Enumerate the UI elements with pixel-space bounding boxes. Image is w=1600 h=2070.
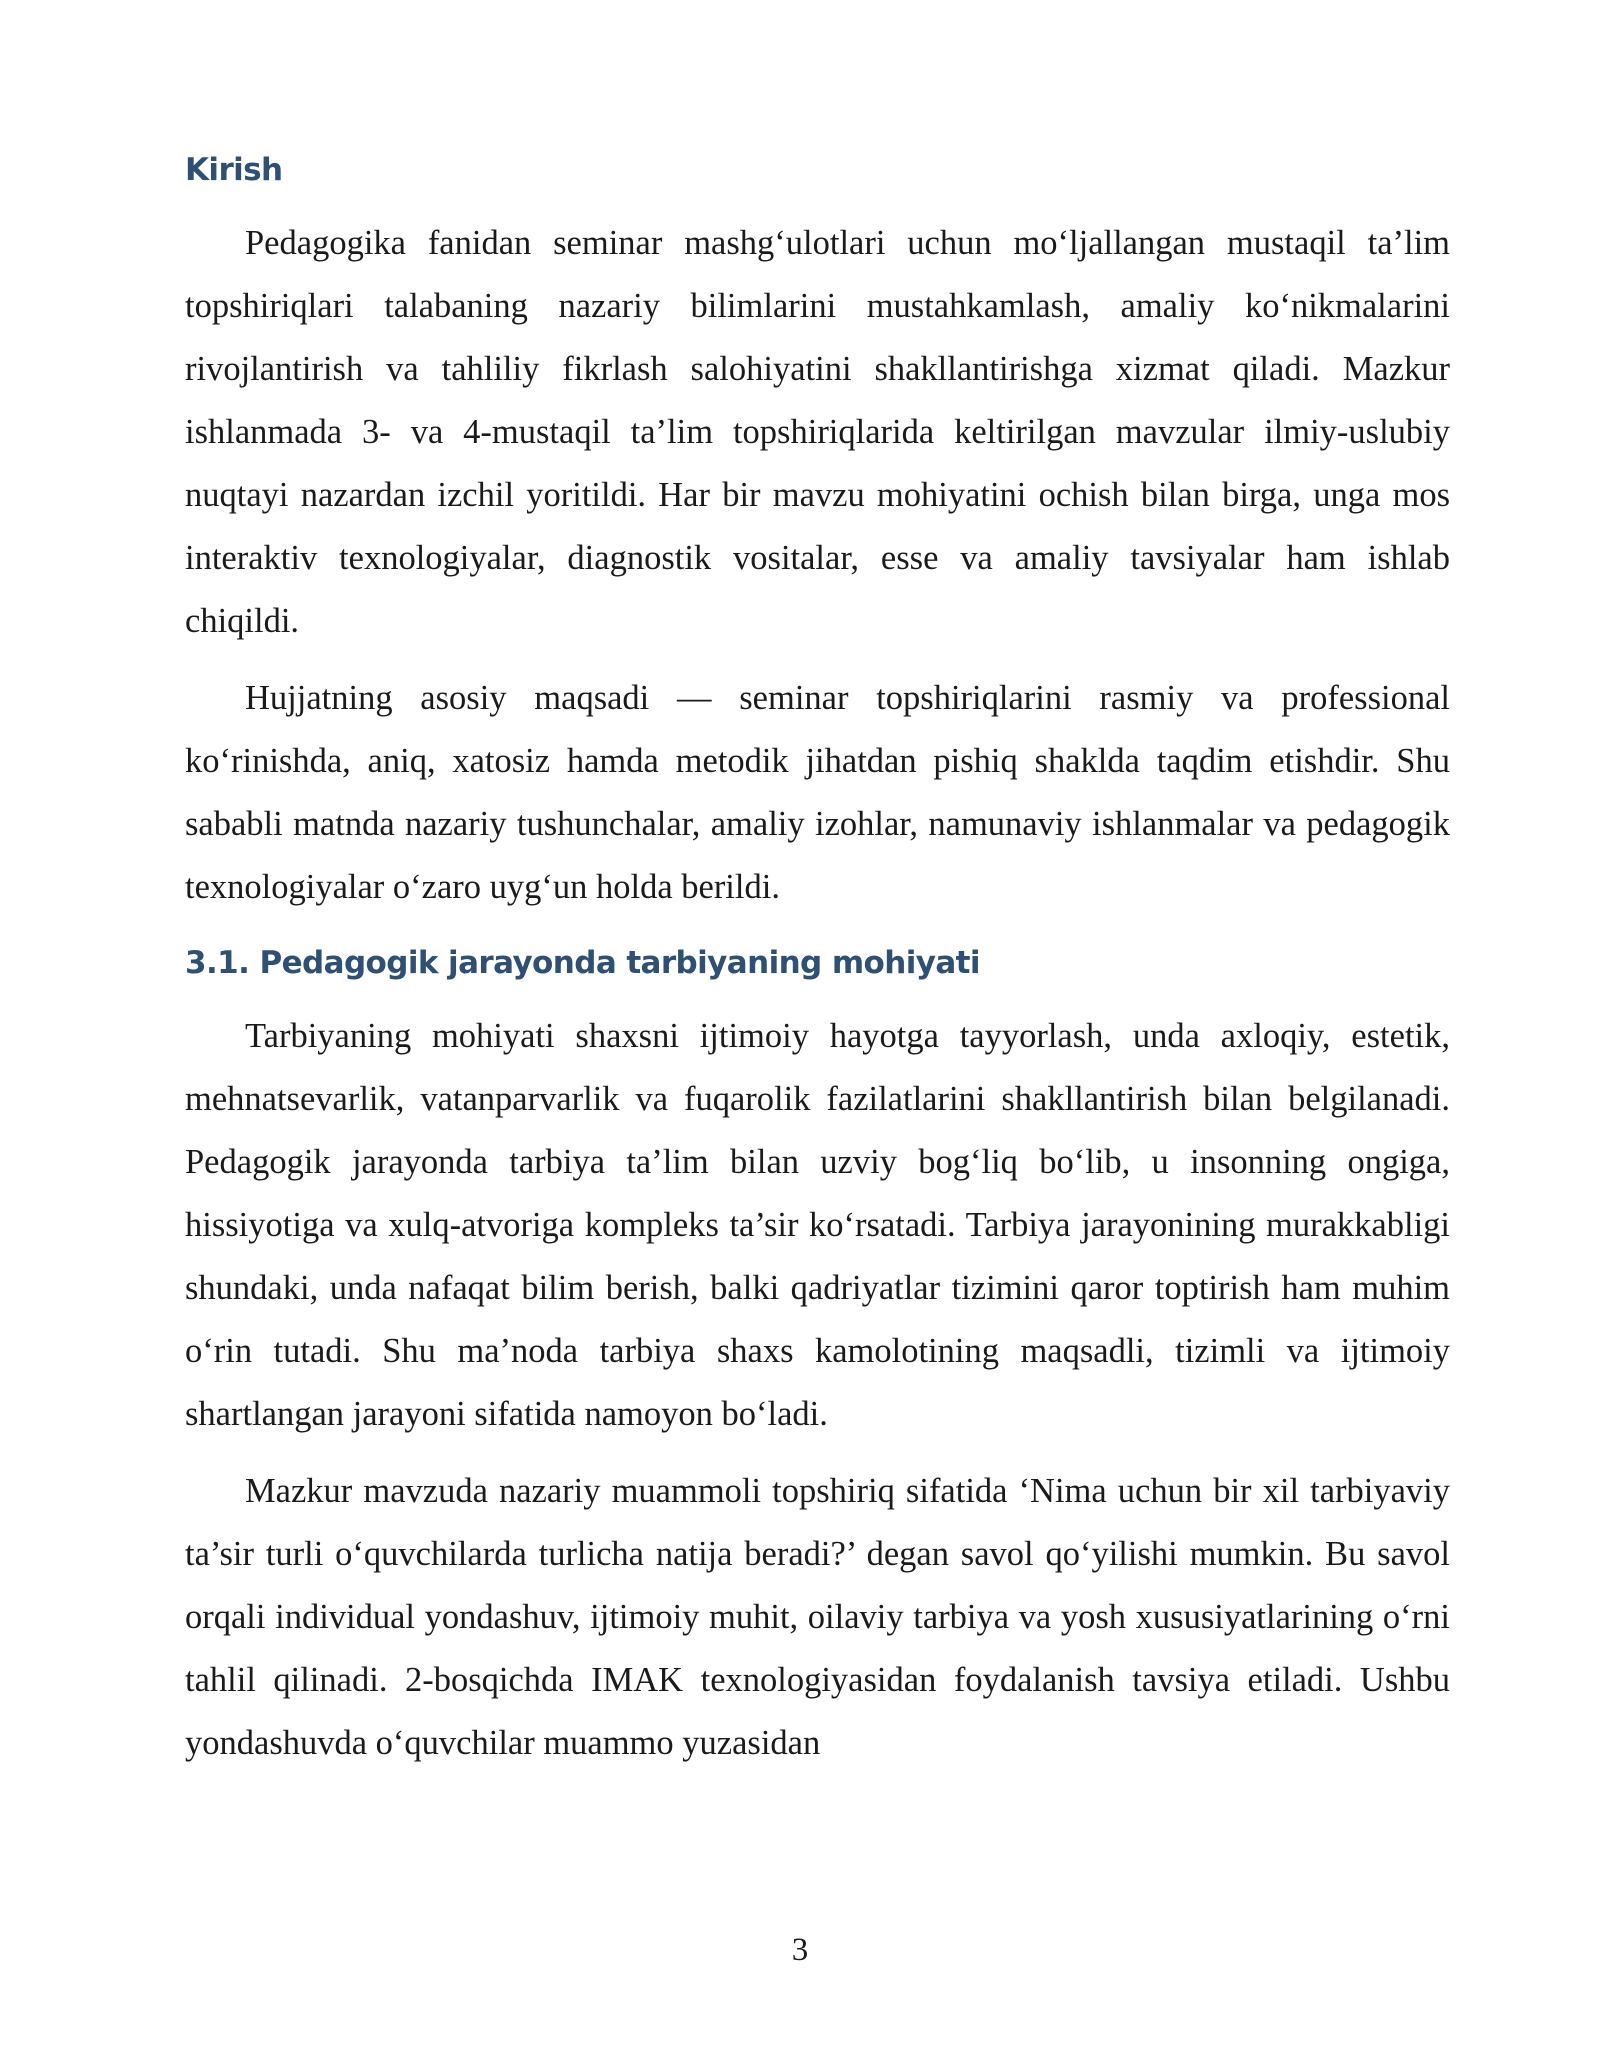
page-content [185,140,1450,1775]
intro-paragraph-2: Hujjatning asosiy maqsadi — seminar topshiriqlarini rasmiy va professional ko‘rinishda, aniq, xatosiz hamda metodik jihatdan pishiq shaklda taqdim etishdir. Shu sababli matnda nazariy tushunchalar, amaliy izohlar, namunaviy ishlanmalar va pedagogik texnologiyalar o‘zaro uyg‘un holda berildi. [185,679,1450,906]
page-number: 3 [791,1932,809,1968]
intro-paragraph-1: Pedagogika fanidan seminar mashg‘ulotlari uchun mo‘ljallangan mustaqil ta’lim topshiriqlari talabaning nazariy bilimlarini mustahkamlash, amaliy ko‘nikmalarini rivojlantirish va tahliliy fikrlash salohiyatini shakllantirishga xizmat qiladi. Mazkur ishlanmada 3- va 4-mustaqil ta’lim topshiriqlarida keltirilgan mavzular ilmiy-uslubiy nuqtayi nazardan izchil yoritildi. Har bir mavzu mohiyatini ochish bilan birga, unga mos interaktiv texnologiyalar, diagnostik vositalar, esse va amaliy tavsiyalar ham ishlab chiqildi. [185,224,1450,640]
heading-section: 3.1. Pedagogik jarayonda tarbiyaning mohiyati [185,945,980,981]
heading-intro: Kirish [185,152,283,188]
section-paragraph-2: Mazkur mavzuda nazariy muammoli topshiriq sifatida ‘Nima uchun bir xil tarbiyaviy ta’sir turli o‘quvchilarda turlicha natija beradi?’ degan savol qo‘yilishi mumkin. Bu savol orqali individual yondashuv, ijtimoiy muhit, oilaviy tarbiya va yosh xususiyatlarining o‘rni tahlil qilinadi. 2-bosqichda IMAK texnologiyasidan foydalanish tavsiya etiladi. Ushbu yondashuvda o‘quvchilar muammo yuzasidan [185,1472,1450,1762]
section-paragraph-1: Tarbiyaning mohiyati shaxsni ijtimoiy hayotga tayyorlash, unda axloqiy, estetik, mehnatsevarlik, vatanparvarlik va fuqarolik fazilatlarini shakllantirish bilan belgilanadi. Pedagogik jarayonda tarbiya ta’lim bilan uzviy bog‘liq bo‘lib, u insonning ongiga, hissiyotiga va xulq-atvoriga kompleks ta’sir ko‘rsatadi. Tarbiya jarayonining murakkabligi shundaki, unda nafaqat bilim berish, balki qadriyatlar tizimini qaror toptirish ham muhim o‘rin tutadi. Shu ma’noda tarbiya shaxs kamolotining maqsadli, tizimli va ijtimoiy shartlangan jarayoni sifatida namoyon bo‘ladi. [185,1017,1450,1433]
